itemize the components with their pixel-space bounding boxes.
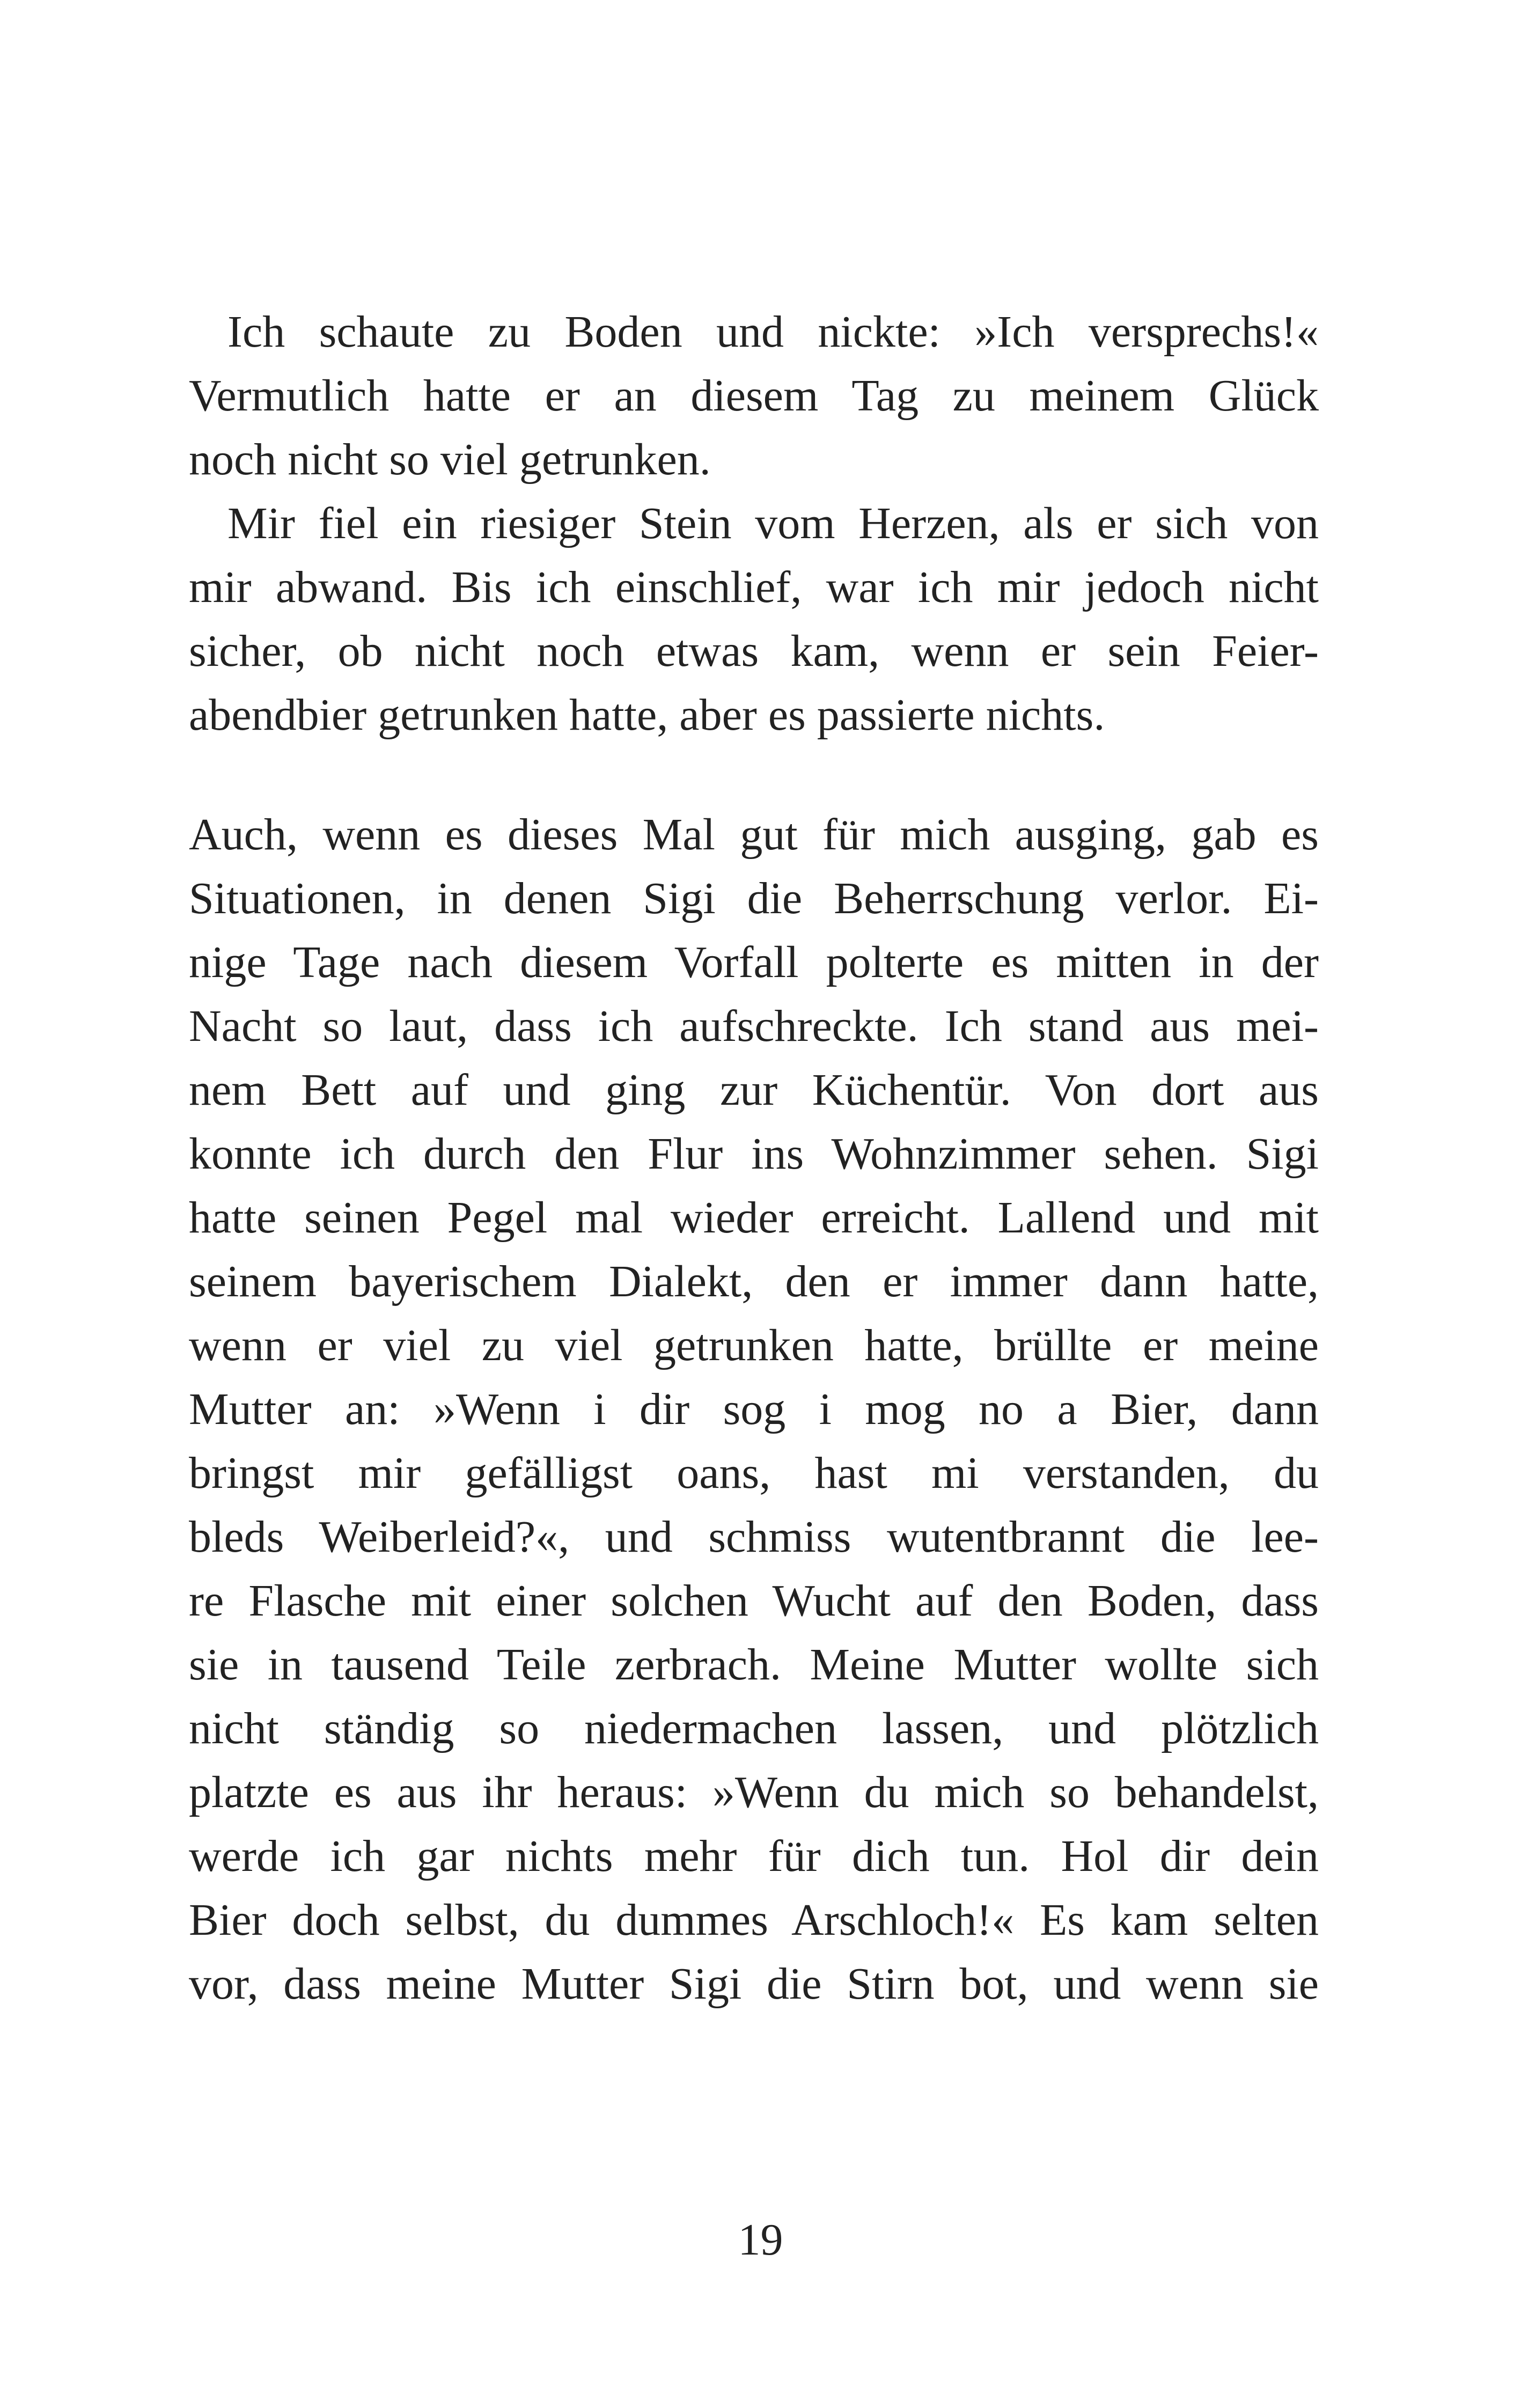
paragraph-group-1 — [189, 300, 1319, 747]
text-line: konnte ich durch den Flur ins Wohnzimmer sehen. Sigi — [189, 1129, 1319, 1179]
paragraph-group-2 — [189, 803, 1319, 2016]
text-line: werde ich gar nichts mehr für dich tun. Hol dir dein — [189, 1831, 1319, 1881]
text-line: Ich schaute zu Boden und nickte: »Ich versprechs!« — [227, 307, 1319, 357]
text-line: Auch, wenn es dieses Mal gut für mich ausging, gab es — [189, 810, 1319, 860]
text-line: noch nicht so viel getrunken. — [189, 435, 711, 484]
text-line: Nacht so laut, dass ich aufschreckte. Ich stand aus mei- — [189, 1001, 1319, 1051]
text-line: nem Bett auf und ging zur Küchentür. Von dort aus — [189, 1065, 1319, 1115]
text-line: Mir fiel ein riesiger Stein vom Herzen, als er sich von — [227, 498, 1319, 548]
text-line: wenn er viel zu viel getrunken hatte, brüllte er meine — [189, 1320, 1319, 1370]
page-number: 19 — [738, 2215, 783, 2265]
text-line: bringst mir gefälligst oans, hast mi verstanden, du — [189, 1448, 1319, 1498]
text-line: Vermutlich hatte er an diesem Tag zu meinem Glück — [189, 371, 1319, 421]
text-line: hatte seinen Pegel mal wieder erreicht. Lallend und mit — [189, 1193, 1319, 1243]
text-line: abendbier getrunken hatte, aber es passierte nichts. — [189, 690, 1105, 740]
text-line: vor, dass meine Mutter Sigi die Stirn bot, und wenn sie — [189, 1959, 1319, 2009]
text-line: nige Tage nach diesem Vorfall polterte es mitten in der — [189, 937, 1319, 987]
text-line: sie in tausend Teile zerbrach. Meine Mutter wollte sich — [189, 1640, 1319, 1690]
text-line: bleds Weiberleid?«, und schmiss wutentbrannt die lee- — [189, 1512, 1319, 1562]
text-line: nicht ständig so niedermachen lassen, und plötzlich — [189, 1704, 1319, 1753]
text-line: seinem bayerischem Dialekt, den er immer dann hatte, — [189, 1257, 1319, 1306]
text-line: Mutter an: »Wenn i dir sog i mog no a Bier, dann — [189, 1384, 1319, 1434]
text-line: sicher, ob nicht noch etwas kam, wenn er sein Feier- — [189, 626, 1319, 676]
text-line: mir abwand. Bis ich einschlief, war ich mir jedoch nicht — [189, 562, 1319, 612]
text-line: Bier doch selbst, du dummes Arschloch!« Es kam selten — [189, 1895, 1319, 1945]
text-line: re Flasche mit einer solchen Wucht auf den Boden, dass — [189, 1576, 1319, 1626]
text-line: Situationen, in denen Sigi die Beherrschung verlor. Ei- — [189, 873, 1319, 923]
text-line: platzte es aus ihr heraus: »Wenn du mich so behandelst, — [189, 1767, 1319, 1817]
